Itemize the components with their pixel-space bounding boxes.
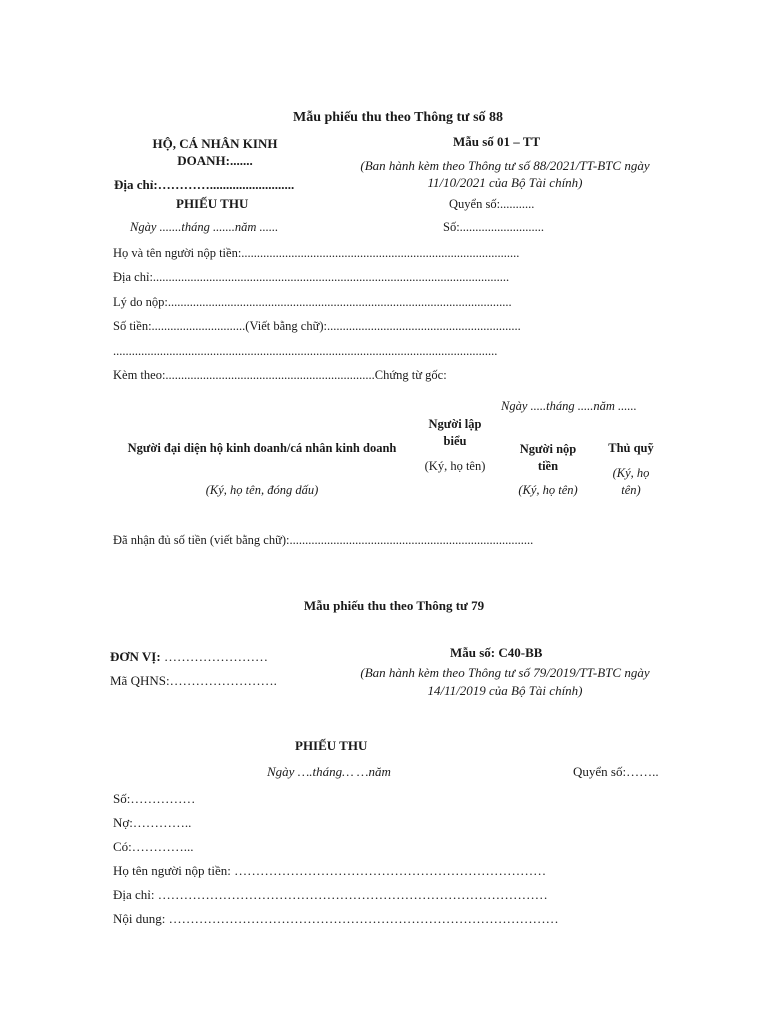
form79-issued-line1: (Ban hành kèm theo Thông tư số 79/2019/TT-BTC ngày — [360, 665, 650, 680]
form88-amount: Số tiền:..............................(Viết bằng chữ):.............................................................. — [113, 319, 521, 333]
form88-address: Địa chỉ:………….......................... — [114, 177, 295, 192]
form88-payer-sign-label — [503, 441, 593, 475]
form88-issued-line2: 11/10/2021 của Bộ Tài chính) — [427, 175, 583, 190]
form79-date: Ngày ….tháng… …năm — [267, 764, 391, 779]
form88-cashier-note-line2: tên) — [621, 483, 641, 497]
form88-cashier-label: Thủ quỹ — [608, 441, 654, 455]
form88-preparer-line1: Người lập — [428, 417, 482, 431]
form79-unit-value: …………………… — [160, 649, 268, 664]
form79-title: Mẫu phiếu thu theo Thông tư 79 — [303, 598, 485, 613]
form88-number: Số:........................... — [443, 220, 545, 234]
form79-payer-name: Họ tên người nộp tiền: ……………………………………………………………… — [113, 863, 547, 878]
form88-payer-sign-line2: tiền — [537, 459, 559, 473]
form88-sign-date: Ngày .....tháng .....năm ...... — [501, 399, 637, 413]
form88-preparer-label — [410, 416, 500, 450]
form88-rep-label: Người đại diện hộ kinh doanh/cá nhân kinh doanh — [127, 441, 397, 455]
form79-issued — [330, 664, 680, 700]
form79-receipt-title: PHIẾU THU — [295, 738, 368, 753]
form88-payer-sign-line1: Người nộp — [519, 442, 577, 456]
form88-issued — [330, 157, 680, 191]
form88-cashier-note — [595, 465, 667, 499]
form88-rep-note: (Ký, họ tên, đóng dấu) — [205, 483, 319, 497]
form88-title: Mẫu phiếu thu theo Thông tư số 88 — [292, 110, 504, 125]
form88-preparer-line2: biểu — [443, 434, 467, 448]
form88-book-no: Quyển số:........... — [449, 197, 535, 211]
form88-reason: Lý do nộp:.............................................................................................................. — [113, 295, 512, 309]
form88-date: Ngày .......tháng .......năm ...... — [130, 220, 279, 234]
form88-payer-address: Địa chỉ:.................................................................................................................. — [113, 270, 510, 284]
form79-payer-address: Địa chỉ: ……………………………………………………………………………… — [113, 887, 548, 902]
form79-number: Số:…………… — [113, 791, 196, 806]
form88-amount-cont: ........................................................................................................................... — [113, 344, 498, 358]
form88-receipt-title: PHIẾU THU — [176, 196, 249, 211]
form88-payer-sign-note: (Ký, họ tên) — [518, 483, 578, 497]
form79-unit — [110, 649, 268, 665]
form88-attached: Kèm theo:...................................................................Chứng từ gốc: — [113, 368, 447, 382]
form79-content: Nội dung: ……………………………………………………………………………… — [113, 911, 559, 926]
form79-qhns: Mã QHNS:……………………. — [110, 673, 277, 688]
form79-unit-label: ĐƠN VỊ: — [110, 649, 161, 664]
form88-cashier-note-line1: (Ký, họ — [612, 466, 650, 480]
form88-preparer-note: (Ký, họ tên) — [424, 459, 486, 473]
form88-org-line1: HỘ, CÁ NHÂN KINH — [152, 136, 278, 151]
form79-form-no: Mẫu số: C40-BB — [450, 645, 543, 660]
form88-org-line2: DOANH:....... — [177, 153, 253, 168]
form79-issued-line2: 14/11/2019 của Bộ Tài chính) — [427, 683, 583, 698]
form88-issued-line1: (Ban hành kèm theo Thông tư số 88/2021/TT-BTC ngày — [360, 158, 650, 173]
form79-debit: Nợ:………….. — [113, 815, 192, 830]
form88-received: Đã nhận đủ số tiền (viết bằng chữ):.............................................................................. — [113, 533, 534, 547]
form88-form-no: Mẫu số 01 – TT — [453, 134, 541, 149]
form79-credit: Có:…………... — [113, 839, 194, 854]
form79-book-no: Quyển số:…….. — [573, 764, 659, 779]
form88-org — [100, 135, 330, 169]
form88-payer-name: Họ và tên người nộp tiền:......................................................................................... — [113, 246, 520, 260]
